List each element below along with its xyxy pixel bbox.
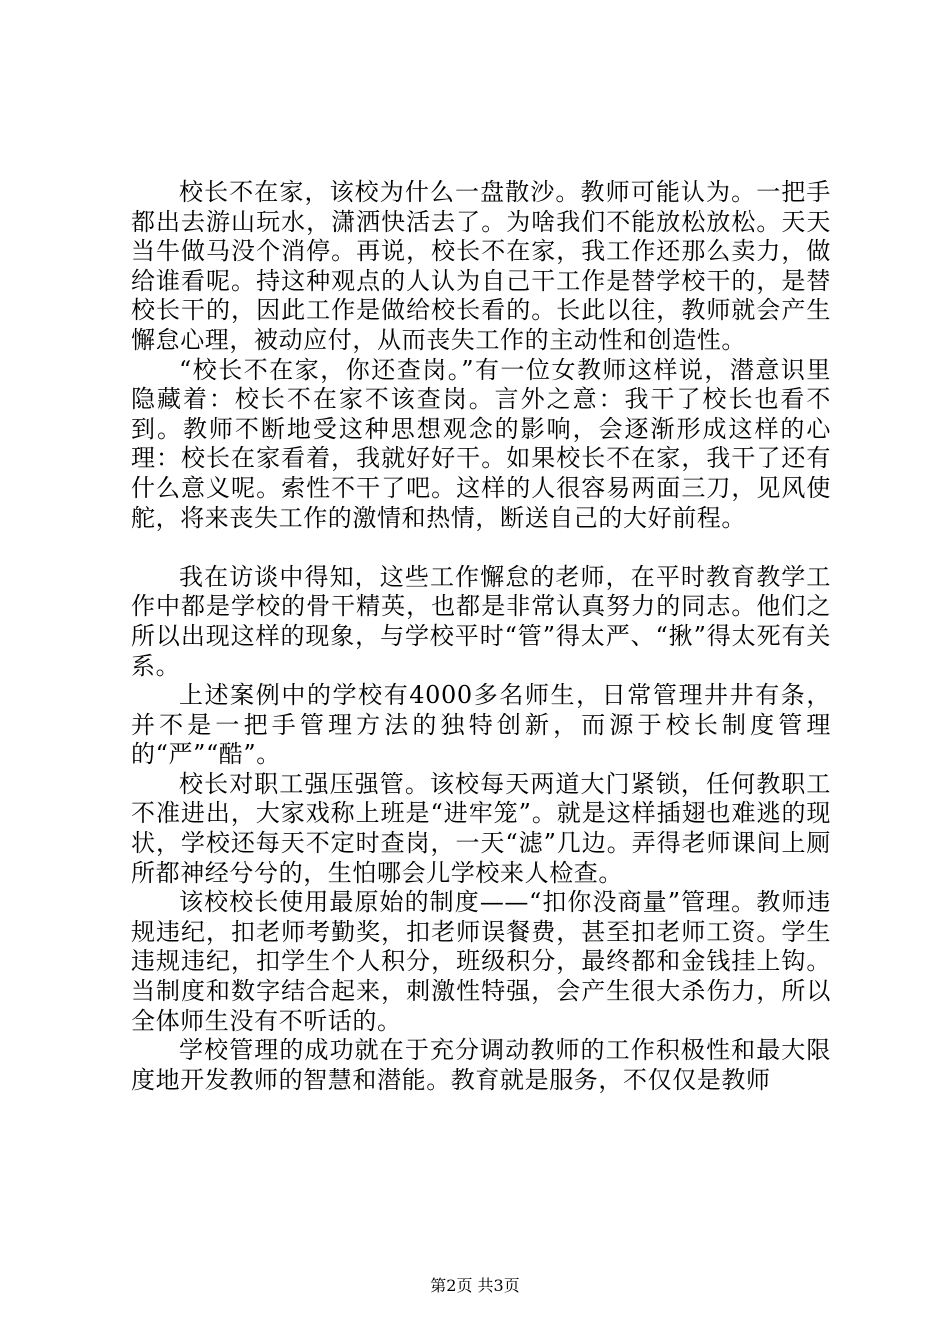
paragraph-5: 校长对职工强压强管。该校每天两道大门紧锁，任何教职工不准进出，大家戏称上班是“进牢笼”。就是这样插翅也难逃的现状，学校还每天不定时查岗，一天“滤”几边。弄得老师课间上厕所都神经兮兮的，生怕哪会儿学校来人检查。 (131, 769, 831, 887)
page-number-footer: 第2页 共3页 (430, 1276, 520, 1295)
paragraph-2: “校长不在家，你还查岗。”有一位女教师这样说，潜意识里隐藏着：校长不在家不该查岗。言外之意：我干了校长也看不到。教师不断地受这种思想观念的影响，会逐渐形成这样的心理：校长在家看着，我就好好干。如果校长不在家，我干了还有什么意义呢。索性不干了吧。这样的人很容易两面三刀，见风使舵，将来丧失工作的激情和热情，断送自己的大好前程。 (131, 355, 831, 532)
paragraph-3: 我在访谈中得知，这些工作懈怠的老师，在平时教育教学工作中都是学校的骨干精英，也都是非常认真努力的同志。他们之所以出现这样的现象，与学校平时“管”得太严、“揪”得太死有关系。 (131, 562, 831, 680)
paragraph-4: 上述案例中的学校有4000多名师生，日常管理井井有条，并不是一把手管理方法的独特创新，而源于校长制度管理的“严”“酷”。 (131, 681, 831, 769)
document-body (131, 178, 831, 1095)
paragraph-6: 该校校长使用最原始的制度——“扣你没商量”管理。教师违规违纪，扣老师考勤奖，扣老师误餐费，甚至扣老师工资。学生违规违纪，扣学生个人积分，班级积分，最终都和金钱挂上钩。当制度和数字结合起来，刺激性特强，会产生很大杀伤力，所以全体师生没有不听话的。 (131, 888, 831, 1035)
paragraph-7: 学校管理的成功就在于充分调动教师的工作积极性和最大限度地开发教师的智慧和潜能。教育就是服务，不仅仅是教师 (131, 1036, 831, 1094)
paragraph-1: 校长不在家，该校为什么一盘散沙。教师可能认为。一把手都出去游山玩水，潇洒快活去了。为啥我们不能放松放松。天天当牛做马没个消停。再说，校长不在家，我工作还那么卖力，做给谁看呢。持这种观点的人认为自己干工作是替学校干的，是替校长干的，因此工作是做给校长看的。长此以往，教师就会产生懈怠心理，被动应付，从而丧失工作的主动性和创造性。 (131, 178, 831, 354)
